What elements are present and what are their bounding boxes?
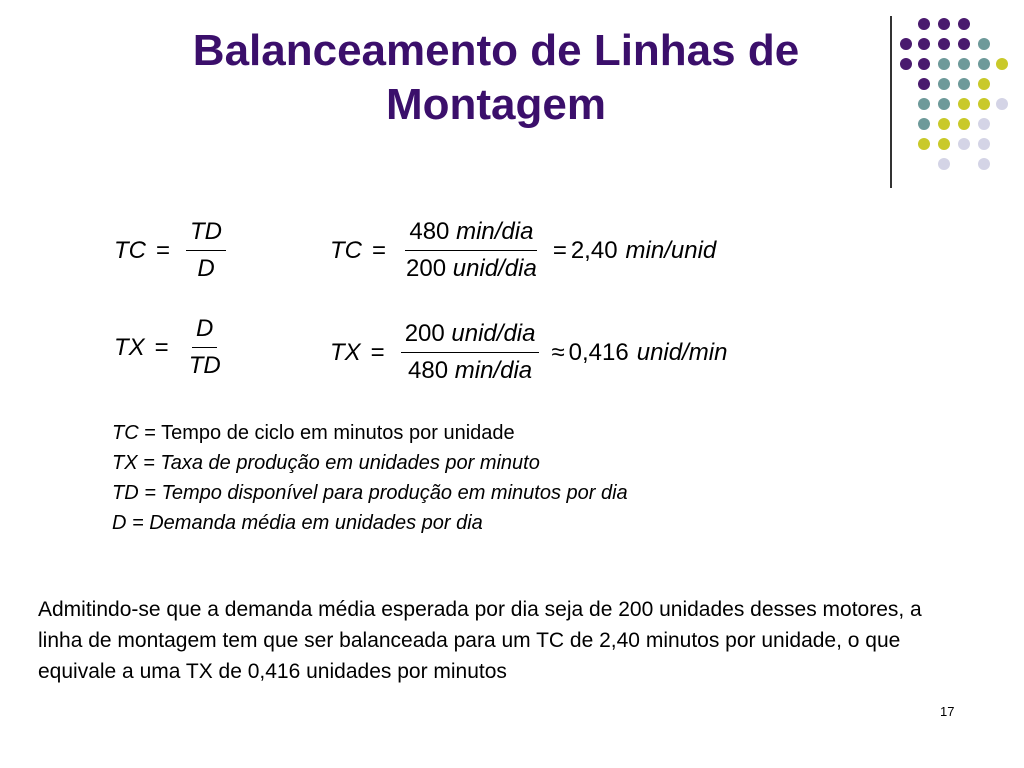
dot	[900, 58, 912, 70]
fraction-denominator: D	[197, 255, 215, 282]
dot	[918, 98, 930, 110]
definition-item	[112, 418, 628, 448]
fraction	[401, 320, 540, 385]
fraction-denominator: TD	[188, 352, 221, 379]
dot	[958, 38, 970, 50]
definitions-list	[112, 418, 628, 538]
dot	[938, 78, 950, 90]
divider-line	[890, 16, 892, 188]
slide-title: Balanceamento de Linhas de Montagem	[192, 26, 800, 129]
dot	[958, 58, 970, 70]
equals-sign: =	[372, 236, 387, 264]
dot	[938, 138, 950, 150]
definition-item: D = Demanda média em unidades por dia	[112, 512, 483, 534]
page-number: 17	[940, 704, 955, 719]
dot	[938, 158, 950, 170]
result-value: 2,40	[570, 236, 618, 264]
equals-sign: =	[156, 236, 171, 264]
dot	[900, 38, 912, 50]
denominator-value: 200	[406, 255, 447, 282]
dot	[918, 58, 930, 70]
definition-text: = Tempo de ciclo em minutos por unidade	[138, 422, 515, 444]
explanation-paragraph: Admitindo-se que a demanda média esperada por dia seja de 200 unidades desses motores, a linha de montagem tem que ser balanceada para um TC de 2,40 minutos por unidade, o que equivale a uma TX de 0,416 unidades por minutos	[38, 598, 922, 683]
fraction-numerator	[401, 320, 540, 353]
dot	[938, 118, 950, 130]
definition-term: TC	[112, 422, 139, 444]
dot	[938, 38, 950, 50]
formula-tc-calculation	[330, 218, 716, 283]
dot	[918, 78, 930, 90]
dot	[978, 118, 990, 130]
dot	[978, 158, 990, 170]
definition-item: TD = Tempo disponível para produção em minutos por dia	[112, 482, 628, 504]
fraction	[186, 218, 226, 283]
dot	[918, 18, 930, 30]
formula-lhs: TX	[114, 333, 145, 361]
fraction	[402, 218, 541, 283]
numerator-unit: min/dia	[456, 218, 534, 245]
formula-lhs: TX	[330, 338, 361, 366]
dot	[918, 118, 930, 130]
dot	[938, 18, 950, 30]
numerator-unit: unid/dia	[451, 320, 536, 347]
numerator-value: 480	[409, 218, 450, 245]
formula-tx-definition	[114, 315, 231, 380]
result-unit: unid/min	[636, 338, 728, 366]
result-value: 0,416	[568, 338, 629, 366]
dot	[958, 138, 970, 150]
numerator-value: 200	[404, 320, 445, 347]
fraction	[185, 315, 225, 380]
dot	[958, 118, 970, 130]
dot	[938, 98, 950, 110]
dot	[996, 98, 1008, 110]
fraction-denominator	[402, 251, 541, 283]
dot	[938, 58, 950, 70]
decorative-dot-grid	[900, 10, 1010, 170]
formula-lhs: TC	[330, 236, 362, 264]
dot	[958, 18, 970, 30]
equals-sign: =	[370, 338, 385, 366]
formula-lhs: TC	[114, 236, 146, 264]
denominator-unit: min/dia	[454, 357, 533, 384]
denominator-unit: unid/dia	[452, 255, 537, 282]
dot	[978, 138, 990, 150]
relation-sign: =	[552, 236, 567, 264]
dot	[958, 78, 970, 90]
formula-tc-definition	[114, 218, 232, 283]
dot	[978, 38, 990, 50]
dot	[958, 98, 970, 110]
dot	[918, 38, 930, 50]
dot	[978, 58, 990, 70]
equals-sign: =	[154, 333, 169, 361]
fraction-numerator: TD	[186, 218, 226, 251]
denominator-value: 480	[408, 357, 449, 384]
fraction-denominator	[404, 353, 536, 385]
fraction-numerator	[405, 218, 537, 251]
definition-item: TX = Taxa de produção em unidades por minuto	[112, 452, 540, 474]
result-unit: min/unid	[625, 236, 717, 264]
fraction-numerator: D	[192, 315, 217, 348]
dot	[996, 58, 1008, 70]
dot	[918, 138, 930, 150]
dot	[978, 78, 990, 90]
dot	[978, 98, 990, 110]
relation-sign: ≈	[551, 338, 565, 366]
formula-tx-calculation	[330, 320, 727, 385]
